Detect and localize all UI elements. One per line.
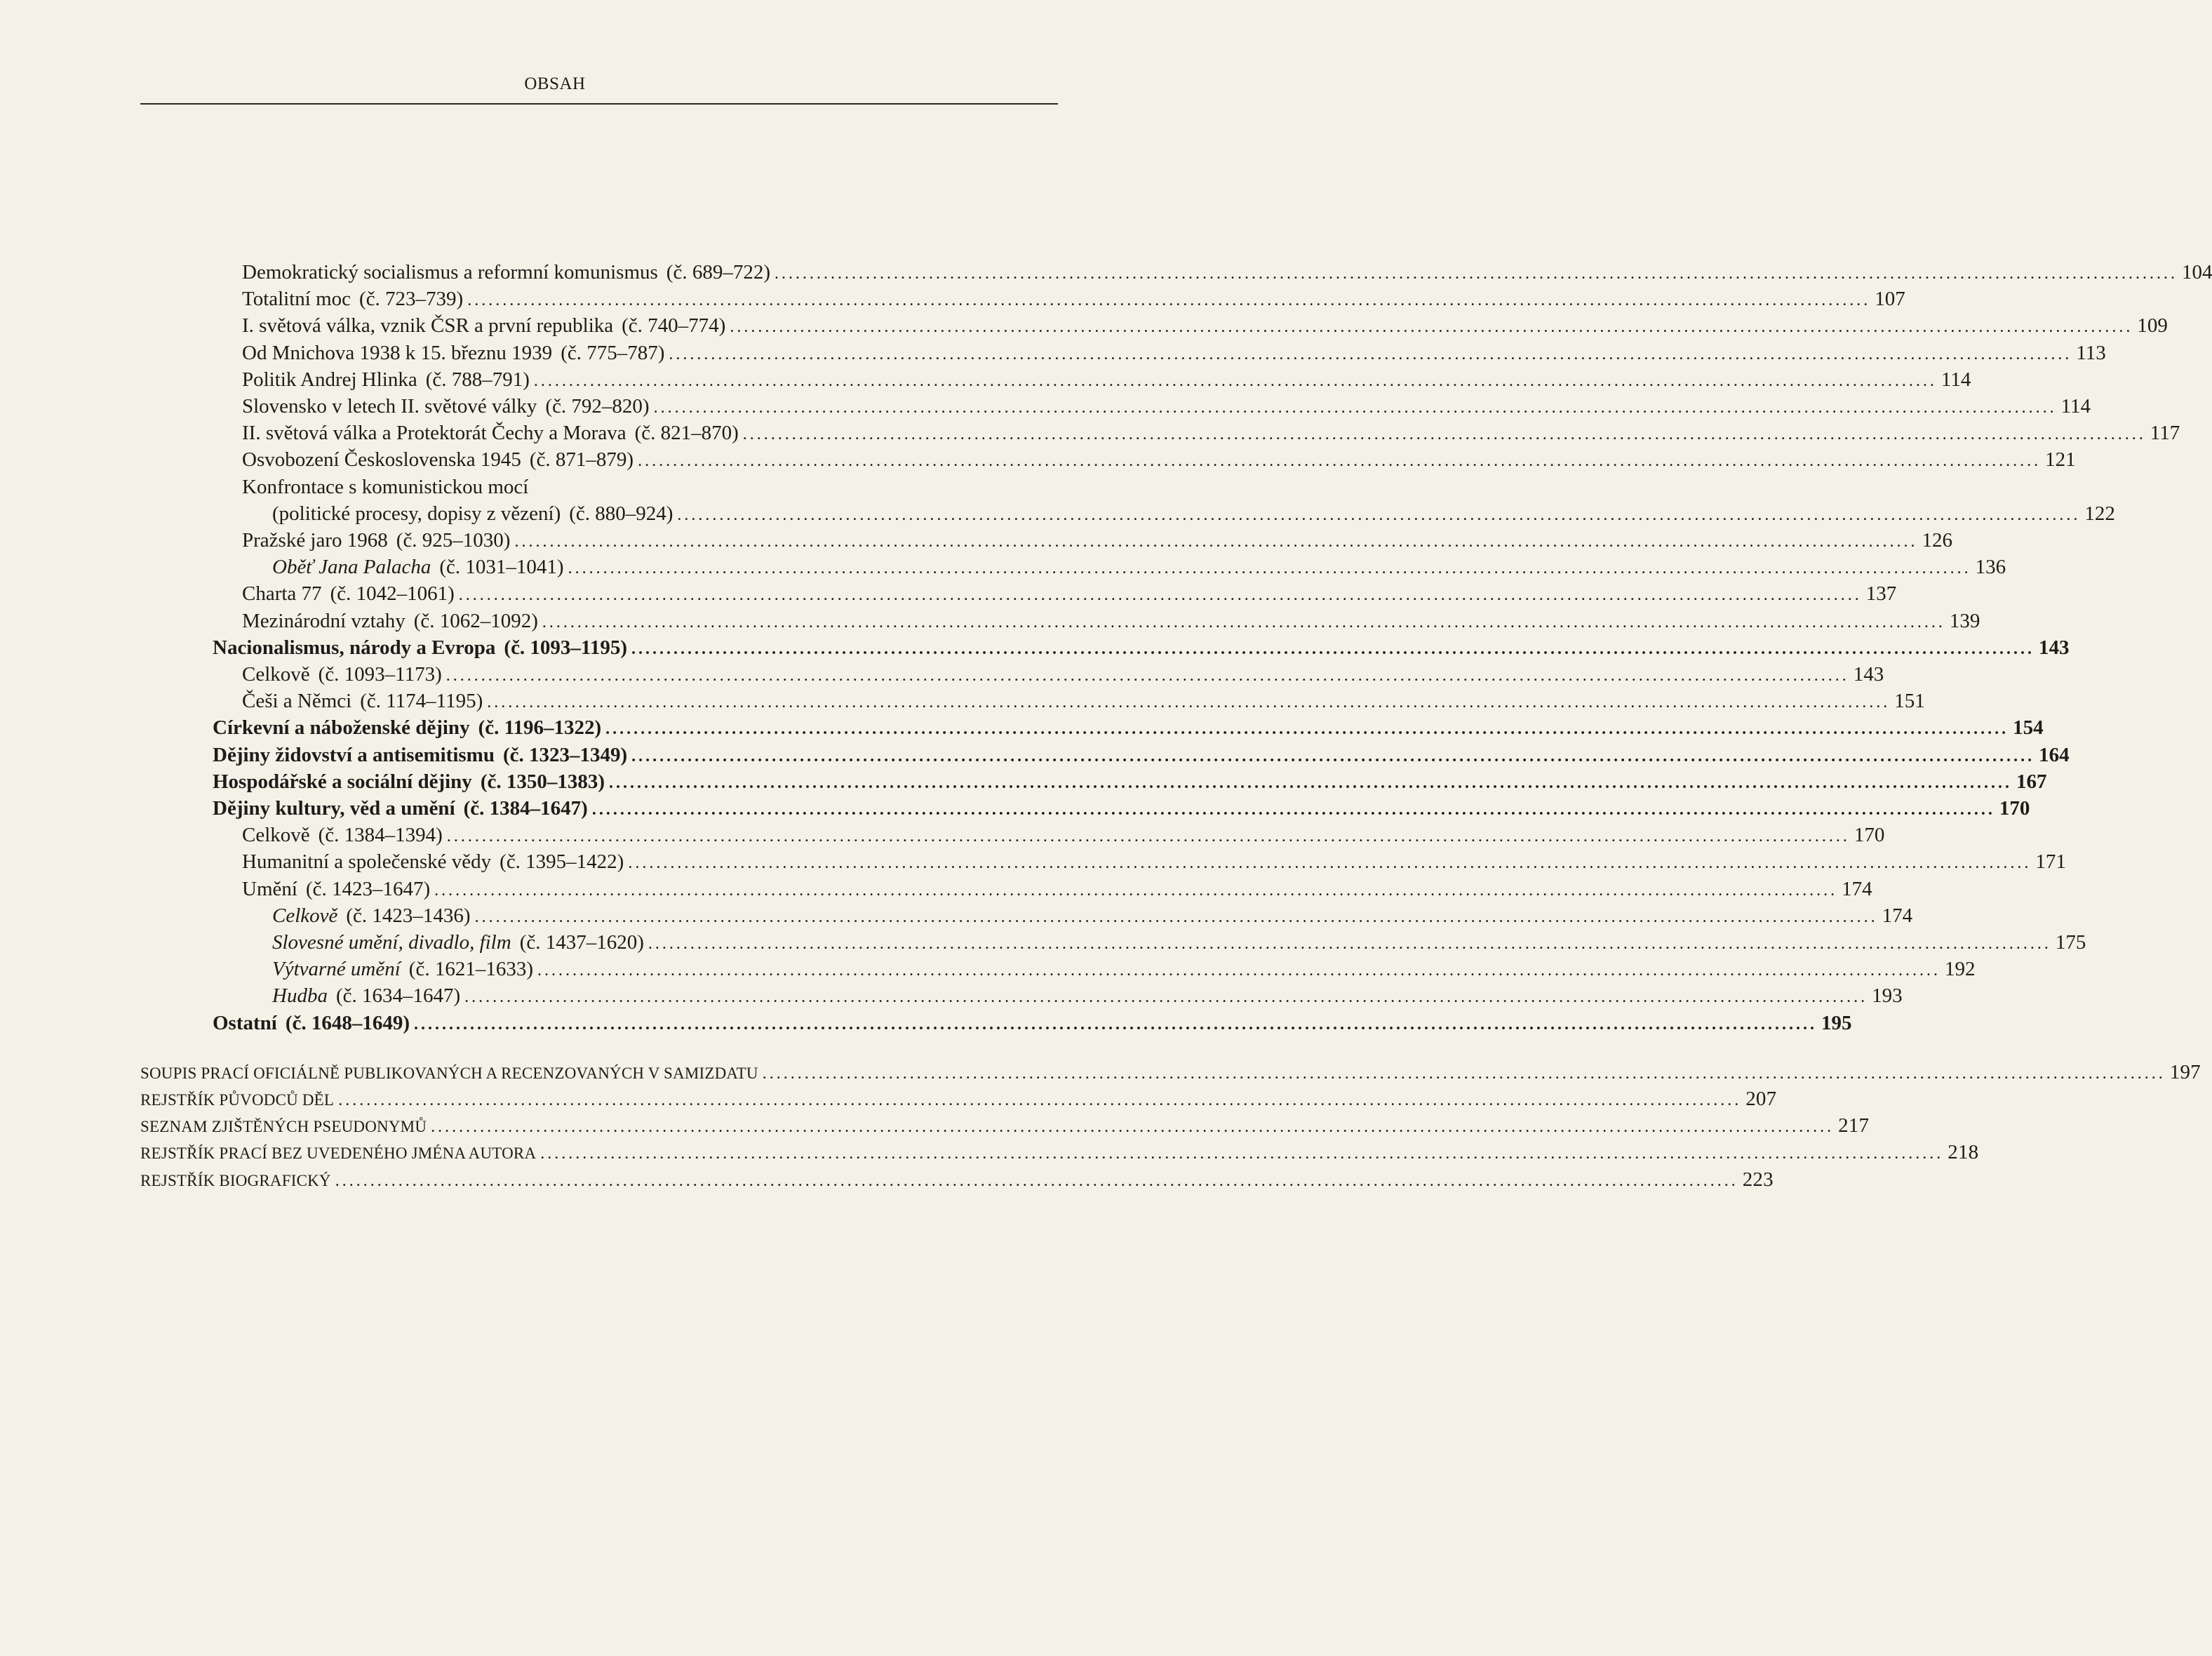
toc-entry-title	[242, 688, 483, 714]
toc-entry	[242, 474, 1079, 500]
toc-entry-ref: (č. 925–1030)	[396, 529, 511, 552]
toc-entry-title	[272, 983, 460, 1008]
toc-entry-title	[213, 1010, 410, 1036]
toc-entry-ref: (č. 1423–1647)	[305, 878, 431, 900]
toc-entry-ref: (č. 1384–1394)	[318, 824, 443, 846]
toc-entry-page: 175	[2055, 931, 2086, 954]
toc-entry-title	[242, 420, 739, 446]
toc-entry	[242, 822, 1885, 848]
toc-entry-page: 122	[2084, 502, 2115, 525]
toc-entry	[272, 501, 2115, 526]
dot-leader: ........................................................................................................................................................................................................	[335, 1172, 1738, 1190]
toc-entry-text: Češi a Němci	[242, 690, 352, 712]
dot-leader: ........................................................................................................................................................................................................	[631, 640, 2035, 658]
dot-leader: ........................................................................................................................................................................................................	[414, 1015, 1818, 1034]
toc-entry-text: Slovesné umění, divadlo, film	[272, 931, 511, 954]
toc-entry	[272, 554, 2006, 580]
toc-entry	[272, 956, 1976, 982]
toc-entry	[213, 769, 2047, 794]
toc-entry-title	[242, 608, 538, 634]
toc-entry	[242, 286, 1905, 312]
dot-leader: ........................................................................................................................................................................................................	[774, 265, 2178, 283]
toc-entry-page: 195	[1821, 1012, 1852, 1034]
toc-entry-ref: (č. 1384–1647)	[463, 797, 588, 820]
toc-entry-title	[242, 340, 664, 366]
toc-entry-ref: (č. 723–739)	[359, 288, 464, 310]
dot-leader: ........................................................................................................................................................................................................	[537, 961, 1940, 980]
toc-entry-text: Umění	[242, 878, 297, 900]
toc-entry-title	[140, 1061, 758, 1086]
toc-entry-page: 151	[1894, 690, 1925, 712]
dot-leader: ........................................................................................................................................................................................................	[467, 291, 1871, 309]
toc-entry-text: REJSTŘÍK PRACÍ BEZ UVEDENÉHO JMÉNA AUTORA	[140, 1144, 537, 1162]
toc-entry-text: Hospodářské a sociální dějiny	[213, 770, 472, 793]
dot-leader: ........................................................................................................................................................................................................	[542, 613, 1945, 632]
toc-entry-title	[242, 662, 442, 687]
toc-entry-ref: (č. 1395–1422)	[500, 850, 624, 873]
dot-leader: ........................................................................................................................................................................................................	[628, 854, 2032, 872]
toc-entry-title	[140, 1141, 536, 1166]
dot-leader: ........................................................................................................................................................................................................	[431, 1118, 1835, 1136]
toc-entry-title	[272, 956, 533, 982]
toc-entry-text: Dějiny židovství a antisemitismu	[213, 744, 495, 766]
toc-entry	[242, 849, 2066, 874]
toc-entry-page: 114	[1940, 368, 1971, 391]
toc-entry-page: 139	[1949, 610, 1980, 632]
dot-leader: ........................................................................................................................................................................................................	[730, 318, 2133, 336]
toc-entry-text: Totalitní moc	[242, 288, 351, 310]
toc-entry-page: 117	[2150, 422, 2180, 444]
toc-entry-title	[213, 742, 627, 768]
dot-leader: ........................................................................................................................................................................................................	[446, 827, 1850, 846]
toc-entry-title	[242, 286, 463, 312]
toc-entry	[242, 260, 2212, 285]
dot-leader: ........................................................................................................................................................................................................	[434, 881, 1838, 900]
toc-entry-ref: (č. 740–774)	[622, 314, 726, 337]
toc-entry-page: 170	[1999, 797, 2030, 820]
toc-entry-text: SOUPIS PRACÍ OFICIÁLNĚ PUBLIKOVANÝCH A RECENZOVANÝCH V SAMIZDATU	[140, 1064, 758, 1082]
toc-entry-text: Humanitní a společenské vědy	[242, 850, 492, 873]
toc-entry-ref: (č. 1423–1436)	[346, 904, 471, 927]
toc-entry-title	[140, 1114, 427, 1140]
toc-entry	[242, 876, 1872, 902]
toc-entry	[140, 1060, 2201, 1085]
toc-entry-ref: (č. 880–924)	[569, 502, 673, 525]
toc-entry	[242, 340, 2106, 366]
dot-leader: ........................................................................................................................................................................................................	[487, 693, 1891, 712]
toc-entry-title	[242, 447, 634, 472]
dot-leader: ........................................................................................................................................................................................................	[540, 1144, 1944, 1163]
toc-entry-title	[242, 581, 455, 606]
toc-entry-text: Konfrontace s komunistickou mocí	[242, 476, 529, 498]
toc-entry-text: Hudba	[272, 984, 328, 1007]
toc-entry-title	[272, 554, 564, 580]
toc-entry-text: Celkově	[242, 663, 310, 686]
toc-entry-page: 136	[1975, 556, 2006, 578]
toc-entry	[242, 528, 1952, 553]
toc-entry-ref: (č. 1093–1195)	[504, 636, 627, 659]
toc-entry	[213, 1010, 1852, 1036]
toc-entry-text: Mezinárodní vztahy	[242, 610, 405, 632]
toc-entry	[272, 903, 1913, 928]
toc-entry-title	[213, 715, 601, 740]
toc-entry-page: 218	[1948, 1141, 1979, 1163]
toc-entry-page: 207	[1745, 1088, 1777, 1110]
toc-entry	[242, 447, 2076, 472]
dot-leader: ........................................................................................................................................................................................................	[591, 801, 1995, 819]
toc-entry	[140, 1086, 1777, 1111]
toc-entry-page: 109	[2137, 314, 2168, 337]
dot-leader: ........................................................................................................................................................................................................	[605, 720, 2009, 738]
toc-entry-ref: (č. 1042–1061)	[330, 582, 455, 605]
toc-entry-page: 174	[1842, 878, 1872, 900]
toc-entry-page: 137	[1865, 582, 1897, 605]
toc-entry-title	[242, 313, 725, 338]
toc-entry-page: 114	[2060, 395, 2091, 418]
toc-entry-text: Slovensko v letech II. světové války	[242, 395, 537, 418]
toc-entry	[242, 367, 1971, 392]
toc-entry-ref: (č. 1437–1620)	[519, 931, 644, 954]
toc-entry-title	[242, 260, 770, 285]
toc-entry-title	[213, 769, 605, 794]
header-divider	[140, 103, 1058, 105]
toc-entry-text: Nacionalismus, národy a Evropa	[213, 636, 496, 659]
toc-entry	[242, 688, 1925, 714]
toc-entry-ref: (č. 1323–1349)	[502, 744, 628, 766]
toc-entry-ref: (č. 792–820)	[545, 395, 650, 418]
toc-entry-ref: (č. 788–791)	[425, 368, 530, 391]
dot-leader: ........................................................................................................................................................................................................	[653, 399, 2057, 417]
dot-leader: ........................................................................................................................................................................................................	[609, 774, 2012, 792]
toc-entry-title	[140, 1168, 331, 1194]
toc-entry-ref: (č. 1621–1633)	[408, 958, 533, 980]
toc-entry-page: 143	[1853, 663, 1884, 686]
toc-entry	[140, 1167, 1774, 1192]
dot-leader: ........................................................................................................................................................................................................	[762, 1064, 2166, 1083]
toc-entry	[213, 715, 2044, 740]
toc-entry-page: 170	[1854, 824, 1885, 846]
dot-leader: ........................................................................................................................................................................................................	[677, 506, 2081, 524]
dot-leader: ........................................................................................................................................................................................................	[445, 667, 1849, 685]
toc-entry-text: Charta 77	[242, 582, 322, 605]
dot-leader: ........................................................................................................................................................................................................	[568, 559, 1971, 577]
toc-entry-text: Celkově	[272, 904, 338, 927]
toc-entry-text: Oběť Jana Palacha	[272, 556, 431, 578]
toc-entry-page: 171	[2035, 850, 2066, 873]
toc-entry-ref: (č. 871–879)	[529, 448, 634, 471]
toc-entry-title	[213, 635, 627, 660]
toc-entry-text: REJSTŘÍK BIOGRAFICKÝ	[140, 1172, 331, 1189]
toc-entry-title	[242, 474, 528, 500]
toc-entry-page: 121	[2045, 448, 2076, 471]
page-header-title: OBSAH	[524, 74, 586, 93]
toc-entry	[213, 796, 2030, 821]
toc-entry-ref: (č. 1174–1195)	[360, 690, 483, 712]
toc-entry-text: Demokratický socialismus a reformní komunismus	[242, 261, 658, 283]
toc-entry-page: 113	[2076, 342, 2106, 364]
toc-entry-text: SEZNAM ZJIŠTĚNÝCH PSEUDONYMŮ	[140, 1118, 427, 1135]
toc-entry-text: Výtvarné umění	[272, 958, 401, 980]
toc-entry	[272, 930, 2086, 955]
toc-entry-page: 164	[2039, 744, 2070, 766]
toc-entry	[242, 394, 2091, 419]
toc-entry-text: REJSTŘÍK PŮVODCŮ DĚL	[140, 1091, 335, 1109]
toc-entry-title	[272, 501, 673, 526]
toc-entry-page: 197	[2169, 1061, 2201, 1083]
toc-entry-title	[272, 930, 644, 955]
toc-entry-ref: (č. 1350–1383)	[480, 770, 605, 793]
dot-leader: ........................................................................................................................................................................................................	[631, 747, 2035, 766]
dot-leader: ........................................................................................................................................................................................................	[458, 586, 1862, 604]
toc-entry-page: 104	[2181, 261, 2212, 283]
toc-entry-text: I. světová válka, vznik ČSR a první republika	[242, 314, 614, 337]
toc-entry-ref: (č. 821–870)	[634, 422, 739, 444]
toc-entry-title	[242, 394, 650, 419]
toc-entry-text: Dějiny kultury, věd a umění	[213, 797, 455, 820]
toc-entry	[140, 1140, 1979, 1165]
toc-entry-page: 223	[1742, 1168, 1774, 1191]
toc-entry-text: Církevní a náboženské dějiny	[213, 716, 470, 739]
toc-entry-ref: (č. 1031–1041)	[439, 556, 564, 578]
toc-entry-page: 154	[2013, 716, 2044, 739]
toc-entry	[213, 635, 2070, 660]
toc-entry-page: 107	[1875, 288, 1905, 310]
dot-leader: ........................................................................................................................................................................................................	[338, 1091, 1742, 1109]
toc-entry-ref: (č. 1196–1322)	[478, 716, 602, 739]
toc-entry-page: 193	[1872, 984, 1903, 1007]
dot-leader: ........................................................................................................................................................................................................	[474, 908, 1878, 926]
toc-entry	[213, 742, 2070, 768]
toc-entry-text: Politik Andrej Hlinka	[242, 368, 417, 391]
dot-leader: ........................................................................................................................................................................................................	[648, 935, 2051, 953]
toc-entry-text: Pražské jaro 1968	[242, 529, 388, 552]
toc-entry-text: Od Mnichova 1938 k 15. březnu 1939	[242, 342, 553, 364]
toc-entry-ref: (č. 689–722)	[666, 261, 770, 283]
toc-entry-ref: (č. 1648–1649)	[285, 1012, 410, 1034]
toc-entry-title	[213, 796, 588, 821]
toc-entry-page: 192	[1944, 958, 1976, 980]
toc-entry-text: Celkově	[242, 824, 310, 846]
toc-entry-page: 174	[1882, 904, 1913, 927]
toc-entry	[140, 1113, 1870, 1138]
toc-entry-text: Ostatní	[213, 1012, 277, 1034]
toc-entry-ref: (č. 1062–1092)	[413, 610, 538, 632]
toc-entry-title	[272, 903, 471, 928]
dot-leader: ........................................................................................................................................................................................................	[464, 988, 1868, 1006]
toc-entry	[272, 983, 1903, 1008]
toc-entry	[242, 313, 2168, 338]
toc-entry-page: 167	[2016, 770, 2047, 793]
toc-entry-title	[242, 849, 624, 874]
dot-leader: ........................................................................................................................................................................................................	[514, 533, 1918, 551]
toc-entry-text: (politické procesy, dopisy z vězení)	[272, 502, 561, 525]
toc-entry-page: 217	[1838, 1114, 1870, 1137]
toc-entry-title	[242, 367, 530, 392]
toc-entry-ref: (č. 775–787)	[561, 342, 665, 364]
toc-entry-page: 143	[2039, 636, 2070, 659]
toc-entry-title	[242, 822, 443, 848]
toc-entry-text: Osvobození Československa 1945	[242, 448, 521, 471]
dot-leader: ........................................................................................................................................................................................................	[742, 425, 2146, 443]
toc-entry-text: II. světová válka a Protektorát Čechy a Morava	[242, 422, 626, 444]
dot-leader: ........................................................................................................................................................................................................	[533, 372, 1937, 390]
toc-entry-title	[242, 876, 430, 902]
toc-entry	[242, 662, 1884, 687]
dot-leader: ........................................................................................................................................................................................................	[638, 452, 2042, 470]
toc-entry-ref: (č. 1093–1173)	[318, 663, 442, 686]
toc-entry-title	[140, 1088, 334, 1113]
toc-entry	[242, 420, 2180, 446]
toc-entry	[242, 581, 1897, 606]
toc-entry-ref: (č. 1634–1647)	[335, 984, 461, 1007]
toc-entry	[242, 608, 1980, 634]
toc-entry-page: 126	[1922, 529, 1952, 552]
toc-entry-title	[242, 528, 510, 553]
dot-leader: ........................................................................................................................................................................................................	[669, 345, 2072, 363]
